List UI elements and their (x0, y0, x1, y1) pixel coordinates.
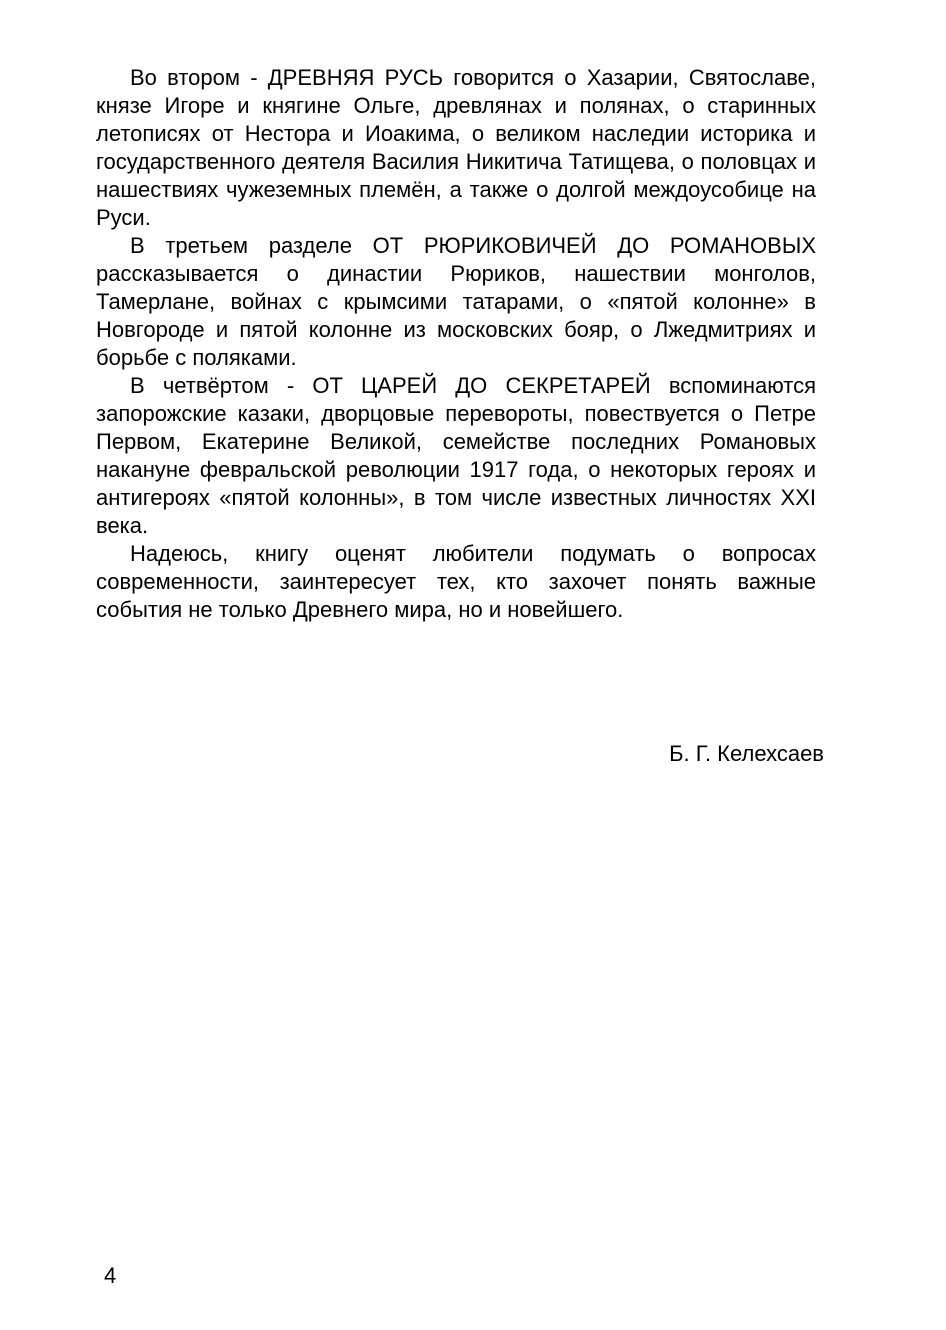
paragraph-3: В четвёртом - ОТ ЦАРЕЙ ДО СЕКРЕТАРЕЙ вспоминаются запорожские казаки, дворцовые перевороты, повествуется о Петре Первом, Екатерине Великой, семействе последних Романовых накануне февральской революции 1917 года, о некоторых героях и антигероях «пятой колонны», в том числе известных личностях XXI века. (96, 373, 816, 538)
paragraph-1: Во втором - ДРЕВНЯЯ РУСЬ говорится о Хазарии, Святославе, князе Игоре и княгине Ольге, древлянах и полянах, о старинных летописях от Нестора и Иоакима, о великом наследии историка и государственного деятеля Василия Никитича Татищева, о половцах и нашествиях чужеземных племён, а также о долгой междоусобице на Руси. (96, 65, 816, 230)
paragraph-4: Надеюсь, книгу оценят любители подумать о вопросах современности, заинтересует тех, кто захочет понять важные события не только Древнего мира, но и новейшего. (96, 541, 816, 622)
page-number: 4 (104, 1263, 117, 1288)
document-body (96, 64, 816, 624)
author-signature: Б. Г. Келехсаев (669, 741, 824, 766)
paragraph-2: В третьем разделе ОТ РЮРИКОВИЧЕЙ ДО РОМАНОВЫХ рассказывается о династии Рюриков, нашествии монголов, Тамерлане, войнах с крымсими татарами, о «пятой колонне» в Новгороде и пятой колонне из московских бояр, о Лжедмитриях и борьбе с поляками. (96, 233, 816, 370)
